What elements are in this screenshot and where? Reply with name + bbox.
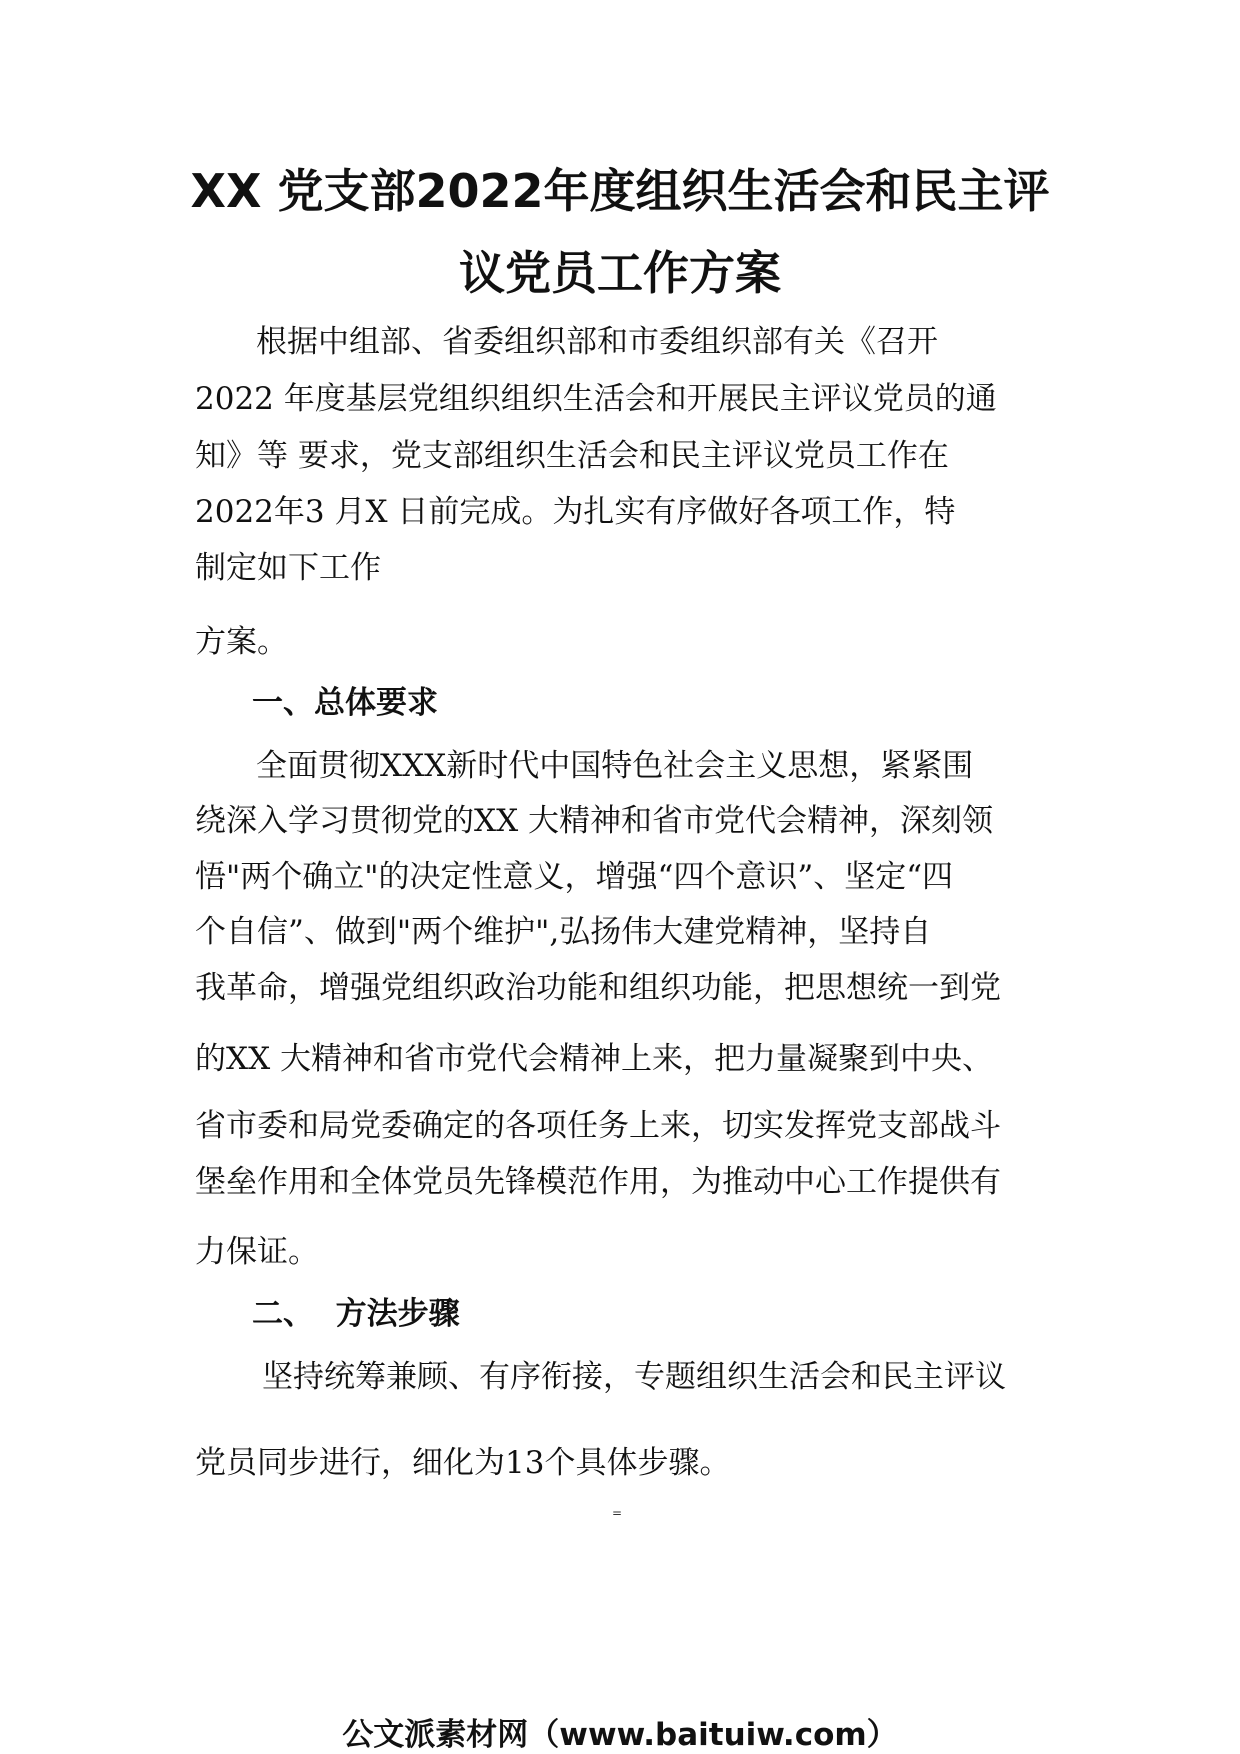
- footer-source-watermark: 公文派素材网（www.baituiw.com）: [342, 1717, 898, 1753]
- section1-line-5: 我革命，增强党组织政治功能和组织功能，把思想统一到党: [195, 970, 1001, 1006]
- section1-line-6: 的XX 大精神和省市党代会精神上来，把力量凝聚到中央、: [195, 1041, 993, 1077]
- section-heading-general-requirements: 一、总体要求: [252, 685, 438, 721]
- intro-line-1: 根据中组部、省委组织部和市委组织部有关《召开: [256, 324, 938, 360]
- section1-line-7: 省市委和局党委确定的各项任务上来，切实发挥党支部战斗: [195, 1108, 1001, 1144]
- page-mark: =: [612, 1506, 623, 1520]
- intro-line-2: 2022 年度基层党组织组织生活会和开展民主评议党员的通: [195, 381, 997, 417]
- intro-line-5: 制定如下工作: [195, 550, 381, 586]
- section1-line-4: 个自信”、做到"两个维护",弘扬伟大建党精神，坚持自: [195, 914, 932, 950]
- section-heading-methods-steps: 二、 方法步骤: [252, 1296, 460, 1332]
- section1-line-9: 力保证。: [195, 1234, 319, 1270]
- section2-line-2: 党员同步进行，细化为13个具体步骤。: [195, 1445, 731, 1481]
- intro-line-6: 方案。: [195, 624, 288, 660]
- section1-line-1: 全面贯彻XXX新时代中国特色社会主义思想，紧紧围: [256, 748, 974, 784]
- section2-line-1: 坚持统筹兼顾、有序衔接，专题组织生活会和民主评议: [262, 1359, 1006, 1395]
- section1-line-3: 悟"两个确立"的决定性意义，增强“四个意识”、坚定“四: [195, 859, 954, 895]
- intro-line-3: 知》等 要求，党支部组织生活会和民主评议党员工作在: [195, 438, 949, 474]
- document-title-line-1: XX 党支部2022年度组织生活会和民主评: [190, 164, 1050, 218]
- intro-line-4: 2022年3 月X 日前完成。为扎实有序做好各项工作，特: [195, 494, 956, 530]
- section1-line-8: 堡垒作用和全体党员先锋模范作用，为推动中心工作提供有: [195, 1164, 1001, 1200]
- document-title-line-2: 议党员工作方案: [459, 246, 781, 300]
- section1-line-2: 绕深入学习贯彻党的XX 大精神和省市党代会精神，深刻领: [195, 803, 993, 839]
